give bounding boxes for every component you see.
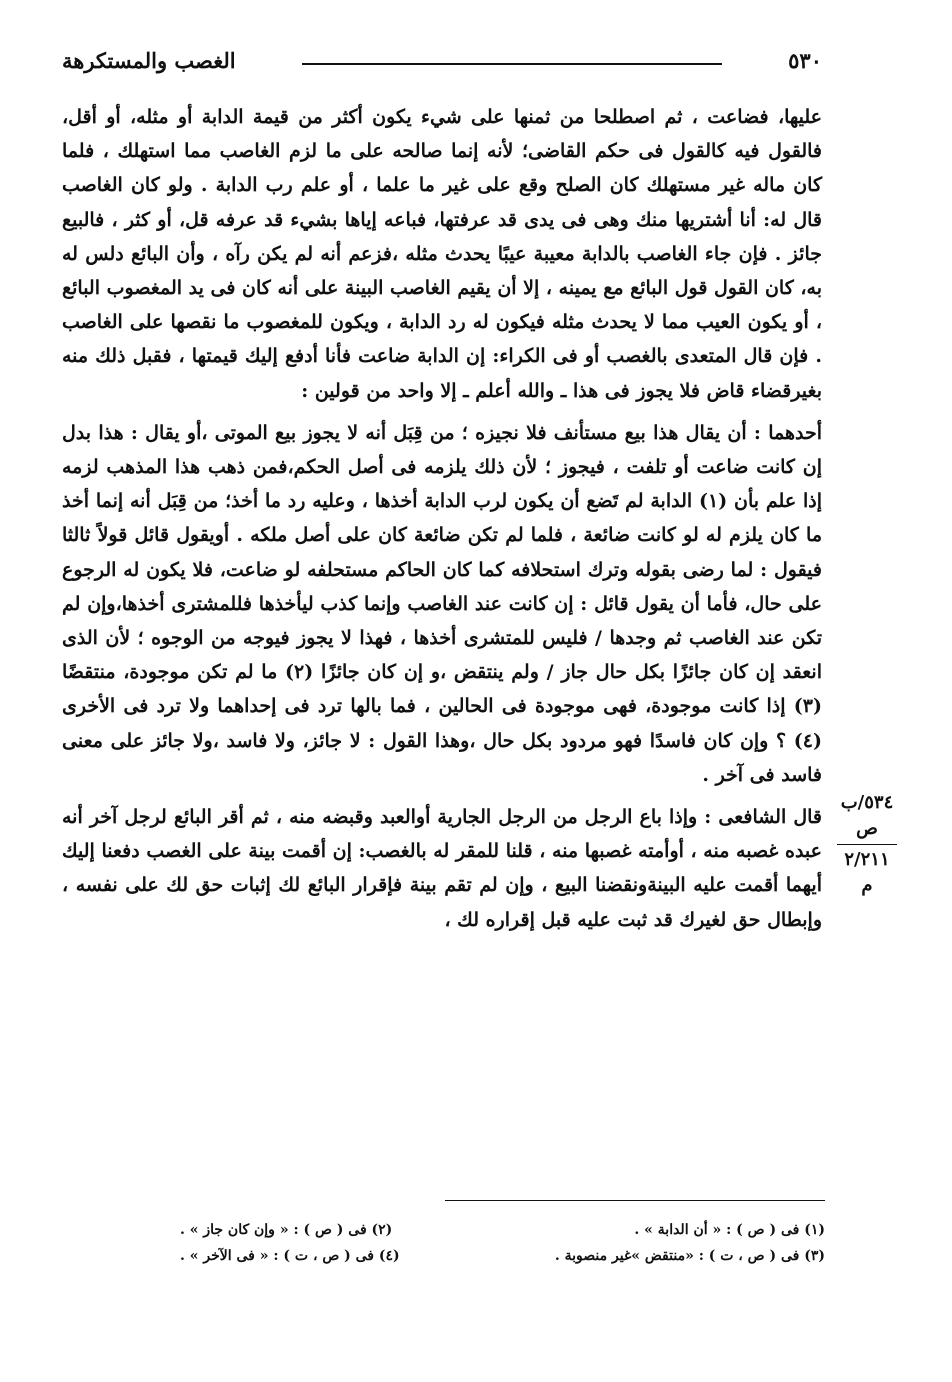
footnote: (٤) فى ( ص ، ت ) : « فى الآخر » . — [180, 1248, 400, 1264]
page-number: ٥٣٠ — [788, 48, 822, 73]
footnote: (٣) فى ( ص ، ت ) : «منتقض »غير منصوبة . — [554, 1248, 825, 1264]
footnote: (٢) فى ( ص ) : « وإن كان جاز » . — [180, 1222, 393, 1238]
paragraph: أحدهما : أن يقال هذا بيع مستأنف فلا نجيزه ؛ من قِبَل أنه لا يجوز بيع الموتى ،أو يقال : هذا بدل إن كانت ضاعت أو تلفت ، فيجوز ؛ لأن ذلك يلزمه فى أصل الحكم،فمن ذهب هذا المذهب لزمه إذا علم بأن (١) الدابة لم تَضع أن يكون لرب الدابة أخذها ، وعليه رد ما أخذ؛ من قِبَل أنه إنما أخذ ما كان يلزم له لو كانت ضائعة ، فلما لم تكن ضائعة كان على أصل ملكه . أويقول قائل قولاً ثالثا فيقول : لما رضى بقوله وترك استحلافه كما كان الحاكم مستحلفه لو ضاعت، فلا يكون له الرجوع على حال، فأما أن يقول قائل : إن كانت عند الغاصب وإنما كذب ليأخذها فللمشترى أخذها،وإن لم تكن عند الغاصب ثم وجدها / فليس للمتشرى أخذها ، فهذا لا يجوز فيوجه من الوجوه ؛ لأن الذى انعقد إن كان جائزًا بكل حال جاز / ولم ينتقض ،و إن كان جائزًا (٢) ما لم تكن موجودة، منتقضًا (٣) إذا كانت موجودة، فهى موجودة فى الحالين ، فما بالها ترد فى إحداهما ولا ترد فى الأخرى (٤) ؟ وإن كان فاسدًا فهو مردود بكل حال ،وهذا القول : لا جائز، ولا فاسد ،ولا جائز على معنى فاسد فى آخر . — [62, 421, 822, 786]
running-title: الغصب والمستكرهة — [62, 48, 236, 73]
main-text — [62, 100, 822, 945]
margin-ref-line: ص — [856, 818, 878, 839]
footnotes — [180, 1222, 825, 1274]
footnote-rule — [445, 1200, 825, 1201]
margin-ref-line: م — [861, 875, 873, 896]
footnote: (١) فى ( ص ) : « أن الدابة » . — [634, 1222, 825, 1238]
paragraph-lead: أحدهما — [768, 421, 822, 444]
manuscript-margin-reference — [832, 790, 902, 899]
paragraph: عليها، فضاعت ، ثم اصطلحا من ثمنها على شيء يكون أكثر من قيمة الدابة أو مثله، أو أقل، فالقول فيه كالقول فى حكم القاضى؛ لأنه إنما صالحه على ما لزم الغاصب مما استهلك ، فلما كان ماله غير مستهلك كان الصلح وقع على غير ما علما ، أو علم رب الدابة . ولو كان الغاصب قال له: أنا أشتريها منك وهى فى يدى قد عرفتها، فباعه إياها بشيء قد عرفه قل، أو كثر ، فالبيع جائز . فإن جاء الغاصب بالدابة معيبة عيبًا يحدث مثله ،فزعم أنه لم يكن رآه ، وأن البائع دلس له به، كان القول قول البائع مع يمينه ، إلا أن يقيم الغاصب البينة على أنه كان فى يد المغصوب البائع ، أو يكون العيب مما لا يحدث مثله فيكون له رد الدابة ، ويكون للمغصوب ما نقصها على الغاصب . فإن قال المتعدى بالغصب أو فى الكراء: إن الدابة ضاعت فأنا أدفع إليك قيمتها ، فقبل ذلك منه بغيرقضاء قاض فلا يجوز فى هذا ـ والله أعلم ـ إلا واحد من قولين : — [62, 106, 822, 402]
header-rule — [302, 63, 722, 65]
footnote-row — [180, 1222, 825, 1238]
paragraph-lead: قال الشافعى — [718, 806, 822, 829]
margin-ref-rule — [837, 844, 897, 845]
paragraph: قال الشافعى : وإذا باع الرجل من الرجل الجارية أوالعبد وقبضه منه ، ثم أقر البائع لرجل آخر أنه عبده غصبه منه ، أوأمته غصبها منه ، قلنا للمقر له بالغصب: إن أقمت بينة على الغصب دفعنا إليك أيهما أقمت عليه البينةونقضنا البيع ، وإن لم تقم بينة فإقرار البائع لك إثبات حق لك على نفسه ، وإبطال حق لغيرك قد ثبت عليه قبل إقراره لك ، — [62, 806, 822, 931]
margin-ref-line: ٥٣٤/ب — [840, 792, 894, 813]
margin-ref-line: ٢/٢١١ — [844, 849, 890, 870]
footnote-row — [180, 1248, 825, 1264]
page-header — [62, 48, 822, 84]
